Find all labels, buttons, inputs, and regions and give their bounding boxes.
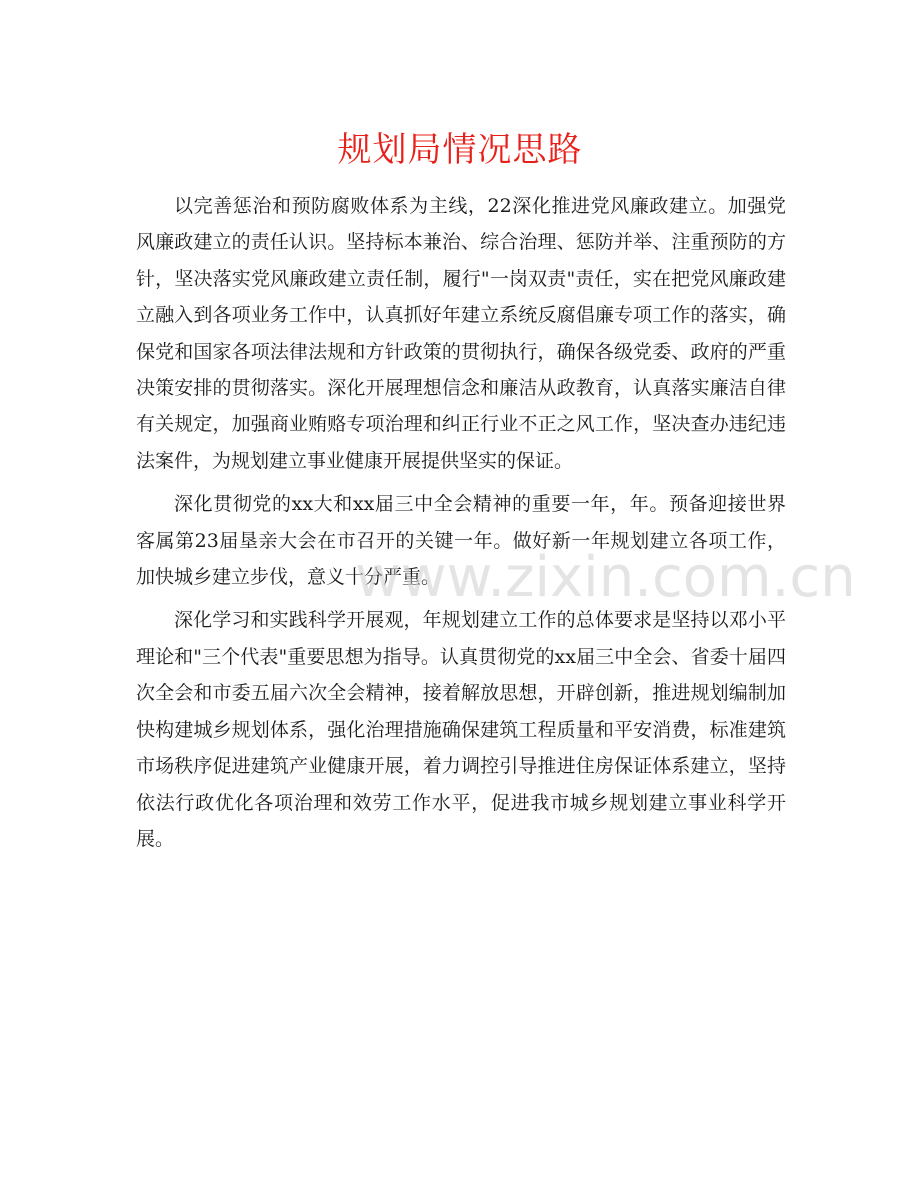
document-body — [136, 188, 786, 864]
paragraph-3: 深化学习和实践科学开展观，年规划建立工作的总体要求是坚持以邓小平理论和"三个代表"重要思想为指导。认真贯彻党的xx届三中全会、省委十届四次全会和市委五届六次全会精神，接着解放思想，开辟创新，推进规划编制加快构建城乡规划体系，强化治理措施确保建筑工程质量和平安消费，标准建筑市场秩序促进建筑产业健康开展，着力调控引导推进住房保证体系建立，坚持依法行政优化各项治理和效劳工作水平，促进我市城乡规划建立事业科学开展。 — [136, 609, 786, 850]
paragraph-1: 以完善惩治和预防腐败体系为主线，22深化推进党风廉政建立。加强党风廉政建立的责任认识。坚持标本兼治、综合治理、惩防并举、注重预防的方针，坚决落实党风廉政建立责任制，履行"一岗双责"责任，实在把党风廉政建立融入到各项业务工作中，认真抓好年建立系统反腐倡廉专项工作的落实，确保党和国家各项法律法规和方针政策的贯彻执行，确保各级党委、政府的严重决策安排的贯彻落实。深化开展理想信念和廉洁从政教育，认真落实廉洁自律有关规定，加强商业贿赂专项治理和纠正行业不正之风工作，坚决查办违纪违法案件，为规划建立事业健康开展提供坚实的保证。 — [136, 195, 786, 472]
paragraph-2: 深化贯彻党的xx大和xx届三中全会精神的重要一年，年。预备迎接世界客属第23届垦亲大会在市召开的关键一年。做好新一年规划建立各项工作，加快城乡建立步伐，意义十分严重。 — [136, 493, 786, 589]
document-title: 规划局情况思路 — [337, 130, 583, 170]
watermark-text: www.zixin.com.cn — [355, 545, 856, 610]
